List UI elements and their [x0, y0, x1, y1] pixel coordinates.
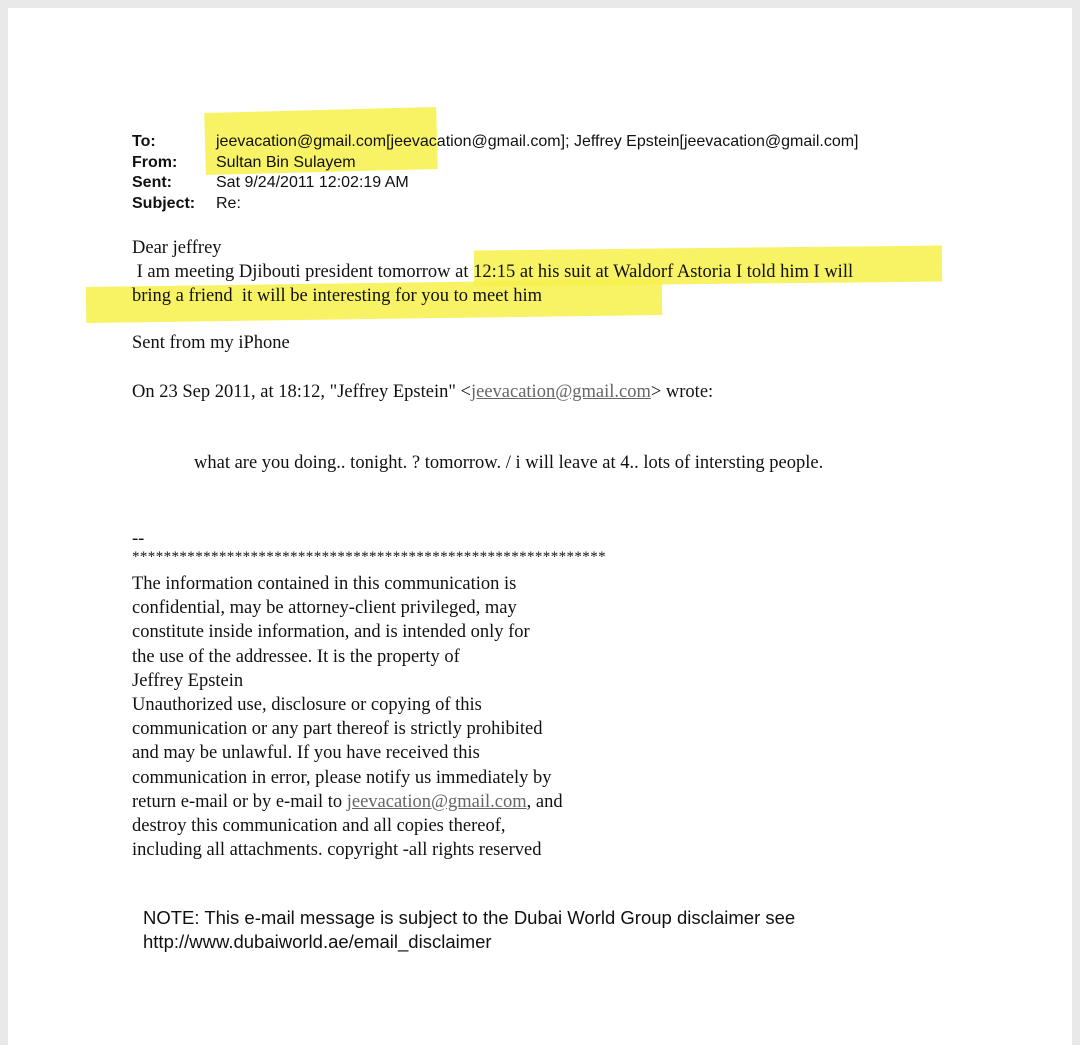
header-to-row [132, 132, 859, 153]
disclaimer-line: communication or any part thereof is strictly prohibited [132, 719, 543, 740]
sent-label: Sent: [132, 174, 172, 191]
disclaimer-return-suffix: , and [526, 791, 563, 812]
disclaimer-line: and may be unlawful. If you have received this [132, 743, 480, 764]
disclaimer-stars: ************************************************************ [132, 549, 606, 565]
disclaimer-line: Jeffrey Epstein [132, 670, 244, 691]
reply-header-email-link[interactable]: jeevacation@gmail.com [470, 382, 651, 402]
disclaimer-block [132, 572, 563, 862]
disclaimer-line: constitute inside information, and is intended only for [132, 622, 530, 643]
to-value: jeevacation@gmail.com[jeevacation@gmail.com]; Jeffrey Epstein[jeevacation@gmail.com] [216, 133, 859, 150]
from-value: Sultan Bin Sulayem [216, 153, 356, 171]
disclaimer-email-link[interactable]: jeevacation@gmail.com [346, 791, 527, 812]
disclaimer-return-line [132, 790, 563, 814]
message-line-2: bring a friend it will be interesting for you to meet him [132, 286, 542, 306]
disclaimer-line: the use of the addressee. It is the property of [132, 646, 460, 667]
from-label: From: [132, 153, 178, 171]
message-line-1: I am meeting Djibouti president tomorrow at 12:15 at his suit at Waldorf Astoria I told him I will [132, 262, 854, 282]
header-subject-row [132, 194, 859, 215]
email-header [132, 132, 859, 214]
message-greeting: Dear jeffrey [132, 238, 222, 258]
message-signature: Sent from my iPhone [132, 333, 290, 353]
to-label: To: [132, 133, 156, 150]
subject-label: Subject: [132, 194, 196, 212]
disclaimer-dashes: -- [132, 529, 145, 549]
document-page [8, 8, 1072, 1045]
dubai-world-note [143, 906, 795, 954]
disclaimer-return-prefix: return e-mail or by e-mail to [132, 791, 347, 812]
header-from-row [132, 153, 859, 174]
disclaimer-line: The information contained in this communication is [132, 574, 517, 594]
note-url: http://www.dubaiworld.ae/email_disclaimer [143, 931, 492, 952]
sent-value: Sat 9/24/2011 12:02:19 AM [216, 174, 409, 191]
note-line-1: NOTE: This e-mail message is subject to the Dubai World Group disclaimer see [143, 907, 796, 928]
disclaimer-line: Unauthorized use, disclosure or copying of this [132, 695, 482, 716]
disclaimer-line: communication in error, please notify us immediately by [132, 767, 552, 788]
quoted-message: what are you doing.. tonight. ? tomorrow. / i will leave at 4.. lots of intersting people. [194, 453, 824, 473]
disclaimer-line: destroy this communication and all copies thereof, [132, 816, 506, 837]
header-sent-row [132, 173, 859, 194]
subject-value: Re: [216, 194, 241, 212]
disclaimer-line: including all attachments. copyright -all rights reserved [132, 840, 542, 861]
reply-header-prefix: On 23 Sep 2011, at 18:12, "Jeffrey Epstein" < [132, 382, 471, 402]
reply-header-suffix: > wrote: [650, 382, 714, 402]
disclaimer-line: confidential, may be attorney-client privileged, may [132, 598, 517, 619]
reply-header [132, 380, 713, 404]
